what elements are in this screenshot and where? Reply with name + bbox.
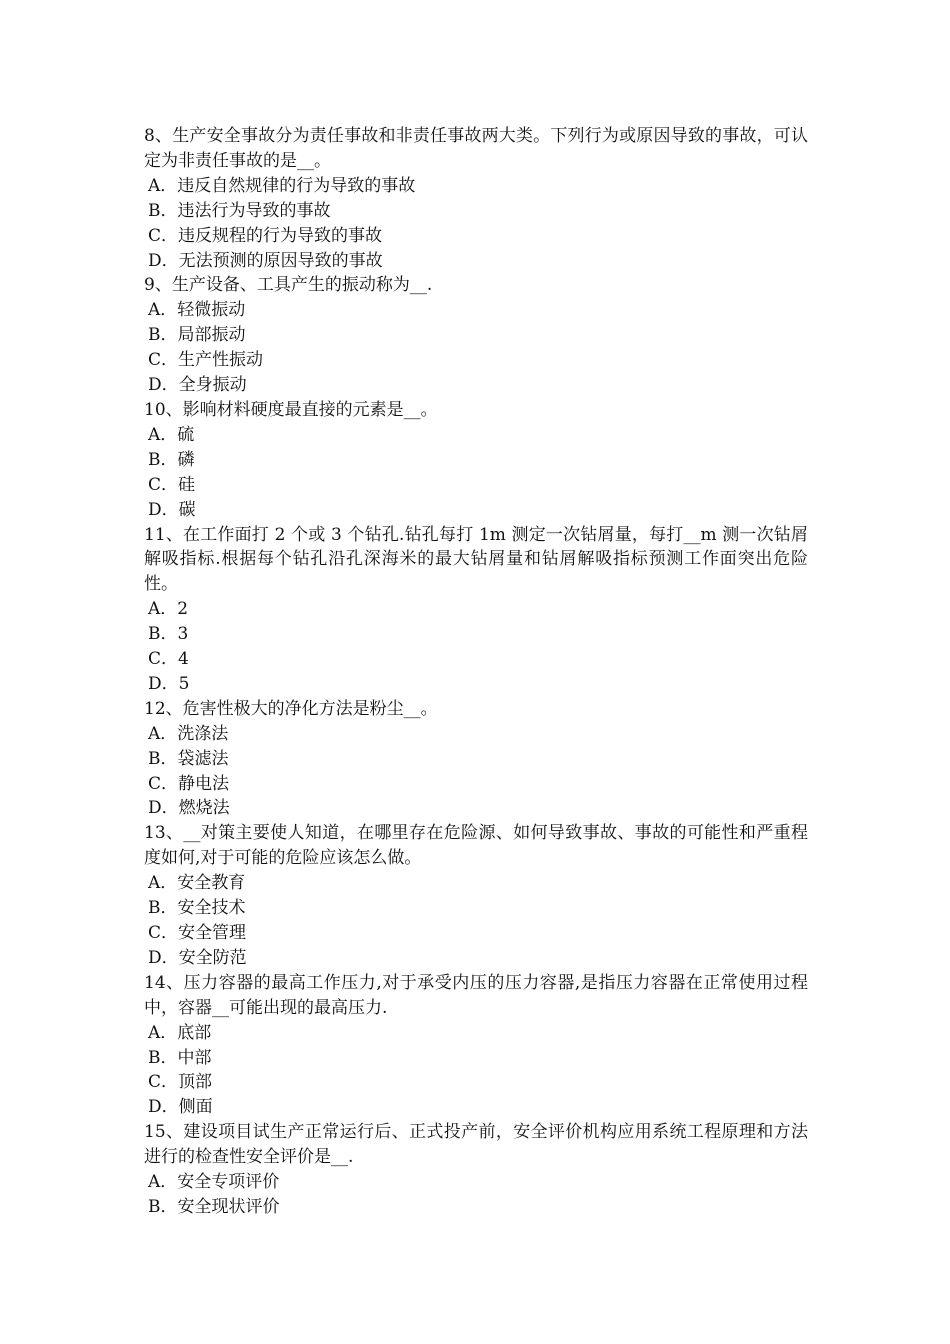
question-text: 9、生产设备、工具产生的振动称为__. — [144, 275, 433, 296]
question-block — [144, 821, 808, 970]
option-a: A．轻微振动 — [148, 300, 246, 321]
option-d: D．侧面 — [148, 1097, 213, 1118]
option-d: D．碳 — [148, 499, 196, 520]
option-b: B．局部振动 — [148, 325, 246, 346]
question-block — [144, 697, 808, 822]
question-text: 14、压力容器的最高工作压力,对于承受内压的压力容器,是指压力容器在正常使用过程中，容器__可能出现的最高压力. — [144, 972, 808, 1018]
question-text: 8、生产安全事故分为责任事故和非责任事故两大类。下列行为或原因导致的事故，可认定为非责任事故的是__。 — [144, 126, 808, 171]
option-a: A．安全教育 — [148, 873, 246, 894]
option-b: B．磷 — [148, 449, 195, 470]
option-a: A．2 — [148, 599, 189, 620]
option-b: B．违法行为导致的事故 — [148, 200, 331, 221]
question-block — [144, 971, 808, 1120]
option-c: C．顶部 — [148, 1072, 213, 1093]
option-a: A．硫 — [148, 424, 195, 445]
question-block — [144, 398, 808, 523]
question-block — [144, 1120, 808, 1220]
option-d: D．无法预测的原因导致的事故 — [148, 250, 383, 271]
question-text: 13、__对策主要使人知道，在哪里存在危险源、如何导致事故、事故的可能性和严重程度如何,对于可能的危险应该怎么做。 — [144, 823, 808, 869]
option-d: D．5 — [148, 673, 190, 694]
question-block — [144, 273, 808, 398]
question-text: 15、建设项目试生产正常运行后、正式投产前，安全评价机构应用系统工程原理和方法进行的检查性安全评价是__. — [144, 1122, 808, 1168]
option-b: B．中部 — [148, 1047, 212, 1068]
option-b: B．袋滤法 — [148, 748, 229, 769]
option-d: D．全身振动 — [148, 375, 247, 396]
option-a: A．底部 — [148, 1022, 212, 1043]
option-c: C．4 — [148, 649, 189, 670]
option-b: B．3 — [148, 624, 189, 645]
question-text: 11、在工作面打 2 个或 3 个钻孔.钻孔每打 1m 测定一次钻屑量，每打__m 测一次钻屑解吸指标.根据每个钻孔沿孔深海米的最大钻屑量和钻屑解吸指标预测工作面突出危险性。 — [144, 524, 808, 595]
option-c: C．安全管理 — [148, 923, 247, 943]
option-d: D．安全防范 — [148, 947, 247, 968]
option-c: C．静电法 — [148, 773, 230, 794]
option-b: B．安全现状评价 — [148, 1196, 280, 1217]
question-block — [144, 523, 808, 697]
option-c: C．违反规程的行为导致的事故 — [148, 225, 383, 246]
question-text: 12、危害性极大的净化方法是粉尘__。 — [144, 698, 438, 719]
option-c: C．硅 — [148, 474, 196, 495]
option-c: C．生产性振动 — [148, 350, 264, 371]
option-a: A．违反自然规律的行为导致的事故 — [148, 175, 416, 196]
option-a: A．安全专项评价 — [148, 1172, 280, 1193]
question-text: 10、影响材料硬度最直接的元素是__。 — [144, 399, 438, 420]
option-a: A．洗涤法 — [148, 723, 229, 744]
option-b: B．安全技术 — [148, 898, 246, 919]
option-d: D．燃烧法 — [148, 798, 230, 819]
document-page — [144, 124, 808, 1220]
question-block — [144, 124, 808, 273]
